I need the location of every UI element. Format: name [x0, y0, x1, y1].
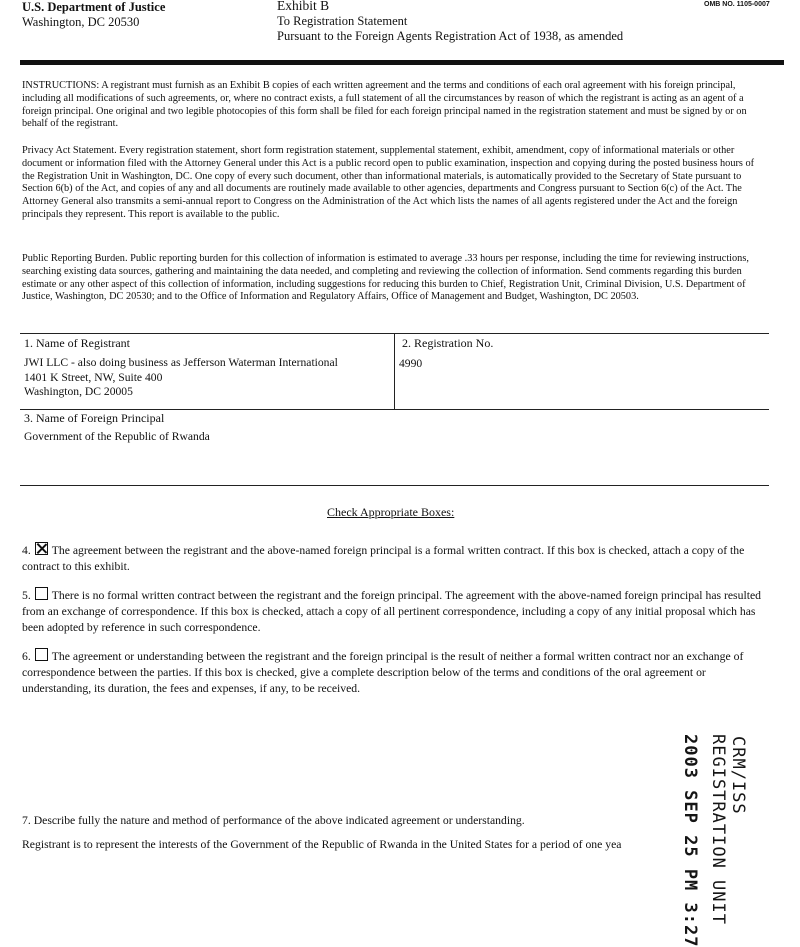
stamp-unit: REGISTRATION UNIT — [708, 734, 728, 925]
item-text: There is no formal written contract between the registrant and the foreign principal. The agreement with the above-named foreign principal has resulted from an exchange of correspondence. If this box is checked, attach a copy of all pertinent correspondence, including a copy of any initial proposal which has been adopted by reference in such correspondence. — [22, 589, 761, 634]
item-number: 6. — [22, 650, 31, 663]
privacy-act-paragraph: Privacy Act Statement. Every registration statement, short form registration statement, supplemental statement, exhibit, amendment, copy of informational materials or other document or information filed with the Attorney General under this Act is a public record open to public examination, inspection and copying during the posted business hours of the Registration Unit in Washington, DC. One copy of every such document, other than informational materials, is automatically provided to the Secretary of State pursuant to Section 6(b) of the Act, and copies of any and all documents are routinely made available to other agencies, departments and Congress pursuant to Section 6(c) of the Act. The Attorney General also transmits a semi-annual report to Congress on the Administration of the Act which lists the names of all agents registered under the Act and the foreign principals they represent. This report is available to the public. — [22, 145, 755, 220]
checkbox-item-6 — [22, 648, 764, 697]
registrant-table — [20, 333, 769, 443]
exhibit-block — [277, 0, 623, 45]
instructions-paragraph: INSTRUCTIONS: A registrant must furnish as an Exhibit B copies of each written agreement and the terms and conditions of each oral agreement with his foreign principal, including all modifications of such agreements, or, where no contract exists, a full statement of all the circumstances by reason of which the registrant is acting as an agent of a foreign principal. One original and two legible photocopies of this form shall be filed for each foreign principal named in the registration statement and must be signed by or on behalf of the registrant. — [22, 80, 747, 130]
table-row-divider — [20, 409, 769, 410]
foreign-principal-label: 3. Name of Foreign Principal — [24, 411, 165, 425]
exhibit-title: Exhibit B — [277, 0, 330, 13]
registrant-name-label: 1. Name of Registrant — [24, 336, 130, 350]
table-column-divider — [394, 333, 395, 409]
item-number: 4. — [22, 544, 31, 557]
received-stamp — [678, 734, 756, 947]
registration-number-value: 4990 — [399, 357, 423, 370]
header-divider — [20, 60, 784, 65]
item-7-question: 7. Describe fully the nature and method of performance of the above indicated agreement or understanding. — [22, 814, 525, 827]
agency-block — [22, 0, 165, 30]
item-7-answer: Registrant is to represent the interests of the Government of the Republic of Rwanda in the United States for a period of one yea — [22, 838, 622, 851]
item-text: The agreement or understanding between the registrant and the foreign principal is the result of neither a formal written contract nor an exchange of correspondence between the parties. If this box is checked, give a complete description below of the terms and conditions of the oral agreement or understanding, its duration, the fees and expenses, if any, to be received. — [22, 650, 744, 695]
formal-contract-checkbox[interactable] — [35, 542, 48, 555]
correspondence-checkbox[interactable] — [35, 587, 48, 600]
check-boxes-heading: Check Appropriate Boxes: — [327, 505, 455, 519]
stamp-office: CRM/ISS — [728, 736, 748, 815]
item-number: 5. — [22, 589, 31, 602]
registration-number-label: 2. Registration No. — [402, 336, 494, 350]
foreign-principal-underline — [20, 485, 769, 486]
oral-agreement-checkbox[interactable] — [35, 648, 48, 661]
exhibit-act-line: Pursuant to the Foreign Agents Registration Act of 1938, as amended — [277, 29, 624, 43]
exhibit-subtitle: To Registration Statement — [277, 13, 408, 28]
reporting-burden-paragraph: Public Reporting Burden. Public reporting burden for this collection of information is estimated to average .33 hours per response, including the time for reviewing instructions, searching existing data sources, gathering and maintaining the data needed, and completing and reviewing the collection of information. Send comments regarding this burden estimate or any other aspect of this collection of information, including suggestions for reducing this burden to Chief, Registration Unit, Criminal Division, U.S. Department of Justice, Washington, DC 20530; and to the Office of Information and Regulatory Affairs, Office of Management and Budget, Washington, DC 20503. — [22, 253, 749, 303]
checkbox-item-4 — [22, 542, 764, 575]
registrant-name-value: JWI LLC - also doing business as Jefferson Waterman International 1401 K Street, NW, Suite 400 Washington, DC 20005 — [24, 356, 338, 398]
foreign-principal-value: Government of the Republic of Rwanda — [24, 430, 210, 443]
item-text: The agreement between the registrant and the above-named foreign principal is a formal written contract. If this box is checked, attach a copy of the contract to this exhibit. — [22, 544, 745, 573]
department-location: Washington, DC 20530 — [22, 15, 140, 29]
stamp-date: 2003 SEP 25 PM 3:27 — [680, 734, 700, 947]
omb-number: OMB NO. 1105-0007 — [704, 1, 770, 8]
checkbox-item-5 — [22, 587, 764, 636]
department-name: U.S. Department of Justice — [22, 0, 166, 14]
